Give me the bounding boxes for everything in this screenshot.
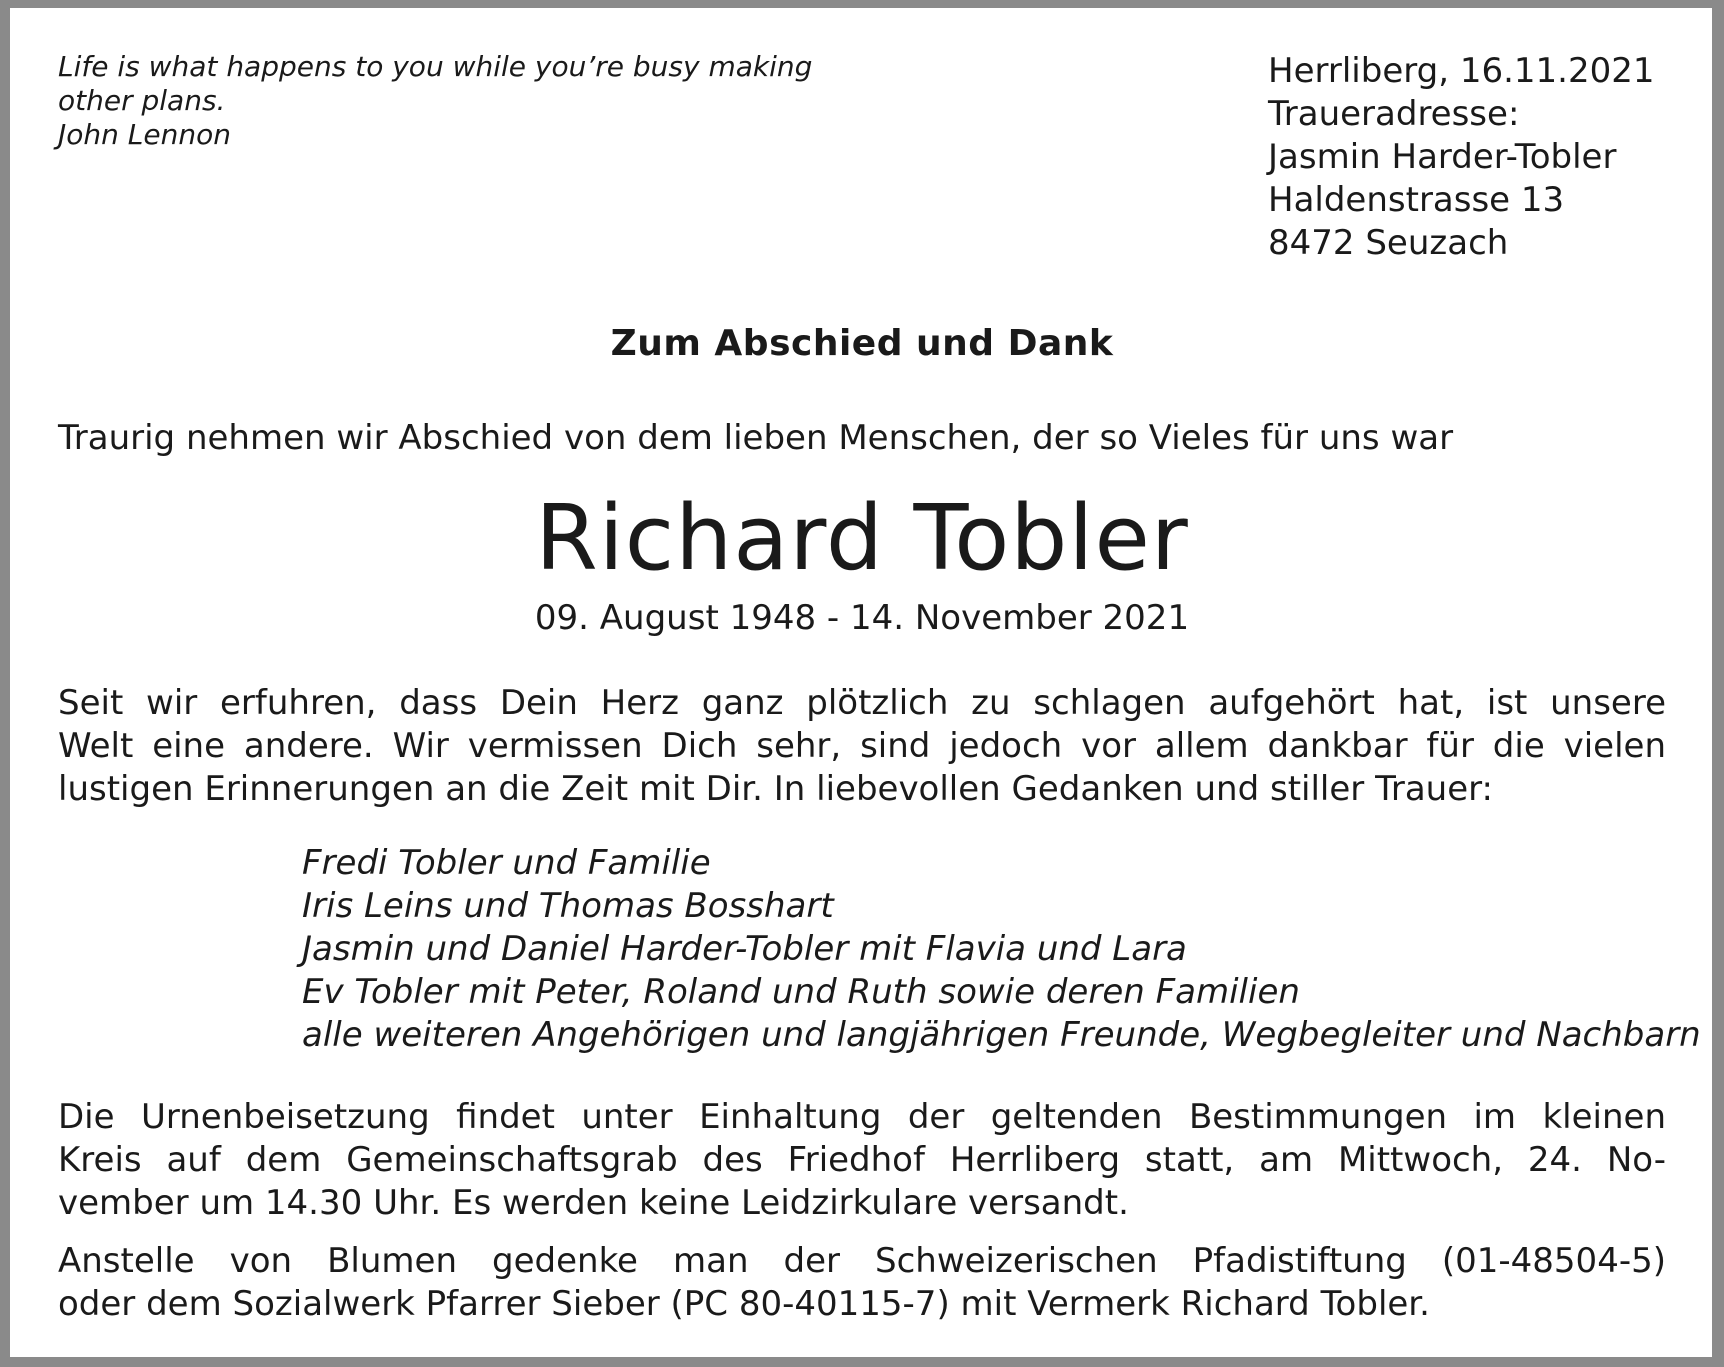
life-dates: 09. August 1948 - 14. November 2021 (534, 598, 1190, 638)
funeral-line: vember um 14.30 Uhr. Es werden keine Leidzirkulare versandt. (58, 1183, 1129, 1223)
place-date: Herrliberg, 16.11.2021 (1268, 51, 1655, 91)
mourner-entry: Fredi Tobler und Familie (302, 843, 711, 883)
intro-text: Traurig nehmen wir Abschied von dem lieben Menschen, der so Vieles für uns war (58, 418, 1454, 458)
donation-line: oder dem Sozialwerk Pfarrer Sieber (PC 80-40115-7) mit Vermerk Richard Tobler. (58, 1284, 1430, 1324)
address-street: Haldenstrasse 13 (1268, 180, 1565, 220)
funeral-line: Die Urnenbeisetzung findet unter Einhaltung der geltenden Bestimmungen im kleinen (58, 1097, 1666, 1137)
quote-line: Life is what happens to you while you’re busy making (58, 50, 813, 83)
funeral-paragraph (58, 1096, 1666, 1225)
deceased-name: Richard Tobler (535, 486, 1189, 591)
mourner-entry: alle weiteren Angehörigen und langjährigen Freunde, Wegbegleiter und Nachbarn (302, 1015, 1701, 1055)
notice-heading: Zum Abschied und Dank (610, 323, 1114, 364)
mourning-address (1268, 50, 1654, 265)
funeral-line: Kreis auf dem Gemeinschaftsgrab des Friedhof Herrliberg statt, am Mittwoch, 24. No- (58, 1140, 1666, 1180)
quote-author: John Lennon (58, 118, 231, 151)
address-name: Jasmin Harder-Tobler (1268, 137, 1617, 177)
donation-paragraph (58, 1240, 1666, 1326)
quote-line: other plans. (58, 84, 226, 117)
epigraph-quote (58, 50, 813, 152)
mourner-entry: Ev Tobler mit Peter, Roland und Ruth sowie deren Familien (302, 972, 1300, 1012)
mourners-list (302, 842, 1701, 1057)
donation-line: Anstelle von Blumen gedenke man der Schweizerischen Pfadistiftung (01-48504-5) (58, 1241, 1666, 1281)
address-city: 8472 Seuzach (1268, 223, 1509, 263)
address-label: Traueradresse: (1268, 94, 1520, 134)
message-line: Welt eine andere. Wir vermissen Dich sehr, sind jedoch vor allem dankbar für die vielen (58, 726, 1666, 766)
message-line: lustigen Erinnerungen an die Zeit mit Dir. In liebevollen Gedanken und stiller Trauer: (58, 769, 1493, 809)
message-paragraph (58, 682, 1666, 811)
message-line: Seit wir erfuhren, dass Dein Herz ganz plötzlich zu schlagen aufgehört hat, ist unsere (58, 683, 1666, 723)
mourner-entry: Jasmin und Daniel Harder-Tobler mit Flavia und Lara (302, 929, 1187, 969)
mourner-entry: Iris Leins und Thomas Bosshart (302, 886, 834, 926)
